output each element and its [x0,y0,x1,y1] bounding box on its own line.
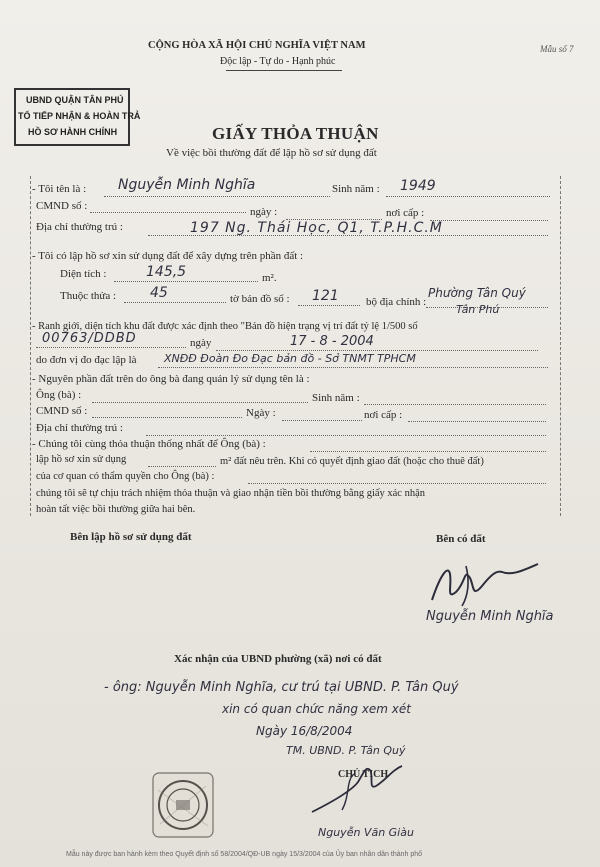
apply-label: - Tôi có lập hồ sơ xin sử dụng đất để xây dựng trên phần đất : [32,250,304,262]
owner-address-line [146,435,546,436]
motto: Độc lập - Tự do - Hạnh phúc [220,56,336,67]
owner-date-label: Ngày : [246,407,276,419]
official-name: Nguyễn Văn Giàu [318,826,414,839]
owner-birth-label: Sinh năm : [312,392,360,404]
agreement-area-fill [148,466,216,467]
owner-address-label: Địa chỉ thường trú : [36,422,123,434]
owner-birth-line [364,404,546,405]
cmnd-place-line [430,220,548,221]
area-line [114,281,258,282]
cmnd-place-label: nơi cấp : [386,207,425,219]
owner-label: - Nguyên phần đất trên do ông bà đang quản lý sử dụng tên là : [32,373,310,385]
confirmation-text-1: - ông: Nguyễn Minh Nghĩa, cư trú tại UBND. P. Tân Quý [104,680,459,695]
agreement-line-5: hoàn tất việc bồi thường giữa hai bên. [36,504,196,515]
signature-scrawl [426,556,546,608]
stamp-line-1: UBND QUẬN TÂN PHÚ [26,95,124,105]
agreement-line-2b: m² đất nêu trên. Khi có quyết định giao đất (hoặc cho thuê đất) [220,456,484,467]
agreement-line-3-fill [248,483,546,484]
birth-year-line [386,196,550,197]
confirmation-date: Ngày 16/8/2004 [256,724,353,738]
agreement-line-4: chúng tôi sẽ tự chịu trách nhiệm thỏa thuận và giao nhận tiền bồi thường bằng giấy xác nhận [36,488,426,499]
agreement-line-3: của cơ quan có thẩm quyền cho Ông (bà) : [36,471,215,482]
owner-name-line [92,402,308,403]
map-sheet-value: 121 [312,288,339,304]
birth-year-value: 1949 [400,178,436,194]
left-margin-line [30,176,31,516]
document-title: GIẤY THỎA THUẬN [212,124,379,143]
country-header: CỘNG HÒA XÃ HỘI CHỦ NGHĨA VIỆT NAM [148,40,366,51]
map-no-line [36,347,186,348]
signature-name: Nguyễn Minh Nghĩa [426,609,554,624]
stamp-line-3: HỒ SƠ HÀNH CHÍNH [28,127,118,137]
right-margin-line [560,176,561,516]
cadastral-district: Tân Phú [456,303,500,316]
address-label: Địa chỉ thường trú : [36,221,123,233]
area-value: 145,5 [146,264,187,280]
boundary-label: - Ranh giới, diện tích khu đất được xác định theo "Bản đồ hiện trạng vị trí đất tỷ lệ 1/500 số [32,321,418,332]
motto-underline [226,70,342,71]
area-label: Diện tích : [60,268,107,280]
map-sheet-line [298,305,360,306]
name-value: Nguyễn Minh Nghĩa [118,177,256,193]
confirmation-office: TM. UBND. P. Tân Quý [286,744,406,757]
stamp-line-2: TỔ TIẾP NHẬN & HOÀN TRẢ [18,111,141,121]
map-sheet-label: tờ bản đồ số : [230,293,290,305]
agreement-line-1-fill [310,451,546,452]
owner-place-label: nơi cấp : [364,409,403,421]
name-line [104,196,330,197]
cmnd-date-label: ngày : [250,206,278,218]
chairman-label: CHỦ TỊCH [338,769,389,780]
parcel-line [124,302,226,303]
parcel-value: 45 [150,285,168,301]
map-no-value: 00763/DDBD [42,331,137,346]
survey-unit-value: XNĐĐ Đoàn Đo Đạc bản đồ - Sở TNMT TPHCM [164,352,416,365]
party-b-label: Bên có đất [436,533,486,545]
map-date-label: ngày [190,337,212,349]
confirmation-label: Xác nhận của UBND phường (xã) nơi có đất [174,653,382,665]
agreement-line-1: - Chúng tôi cùng thỏa thuận thống nhất để Ông (bà) : [32,438,266,450]
parcel-label: Thuộc thửa : [60,290,117,302]
cmnd-label: CMND số : [36,200,88,212]
owner-place-line [408,421,546,422]
survey-unit-label: do đơn vị đo đạc lập là [36,354,137,366]
party-a-label: Bên lập hồ sơ sử dụng đất [70,531,192,543]
owner-cmnd-label: CMND số : [36,405,88,417]
birth-year-label: Sinh năm : [332,183,380,195]
agreement-line-2a: lập hồ sơ xin sử dụng [36,454,127,465]
area-unit: m². [262,272,277,284]
document-subtitle: Về việc bồi thường đất để lập hồ sơ sử dụng đất [166,147,377,159]
form-number: Mẫu số 7 [540,44,574,54]
address-value: 197 Ng. Thái Học, Q1, T.P.H.C.M [190,220,443,236]
cadastral-ward: Phường Tân Quý [428,286,526,300]
map-date-line [216,350,538,351]
receipt-stamp [14,88,141,146]
name-label: - Tôi tên là : [32,183,87,195]
confirmation-text-2: xin có quan chức năng xem xét [222,702,411,716]
cmnd-line [90,212,246,213]
owner-name-label: Ông (bà) : [36,389,82,401]
owner-cmnd-line [92,417,242,418]
map-date-value: 17 - 8 - 2004 [290,334,374,349]
official-signature [306,760,416,820]
cadastral-label: bộ địa chính : [366,296,427,308]
survey-unit-line [158,367,548,368]
footer-note: Mẫu này được ban hành kèm theo Quyết định số 58/2004/QĐ-UB ngày 15/3/2004 của Ủy ban nhân dân thành phố [66,851,423,858]
owner-date-line [282,420,362,421]
official-seal [150,770,216,840]
